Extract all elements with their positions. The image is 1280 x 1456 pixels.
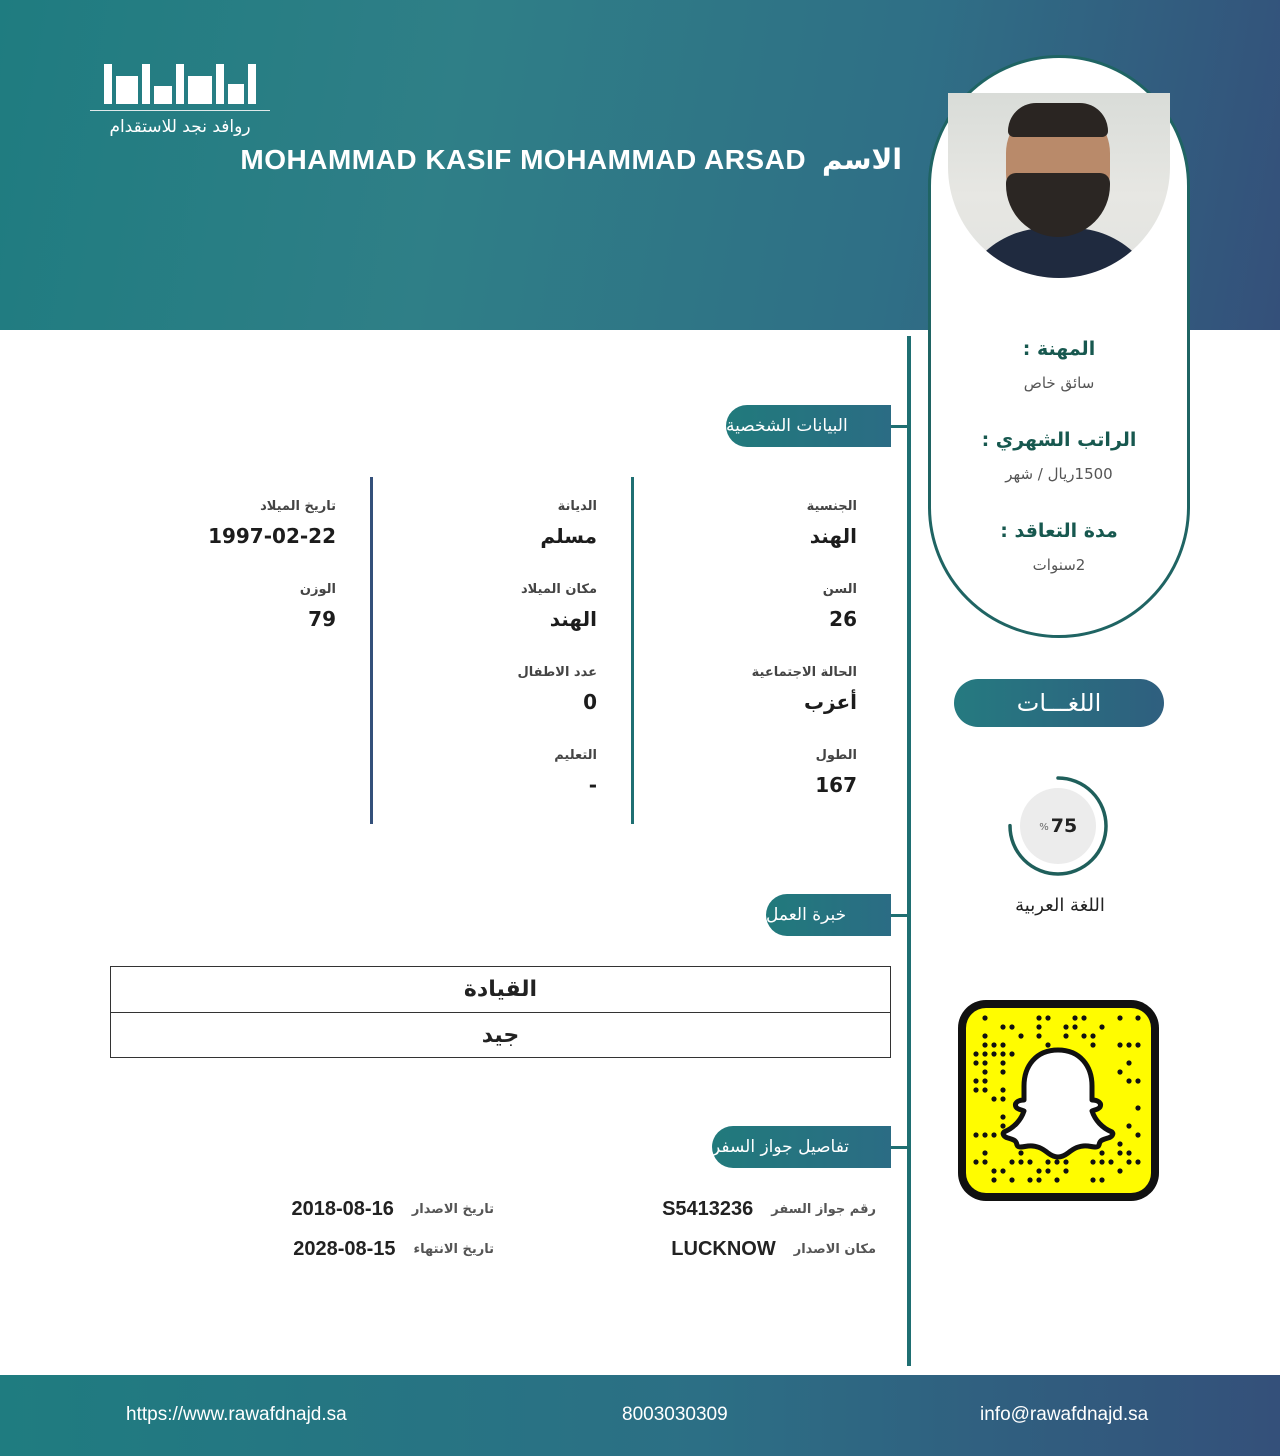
field-marital-status: الحالة الاجتماعية أعزب [751,665,857,714]
footer-email-link[interactable]: info@rawafdnajd.sa [980,1404,1149,1425]
contract-block [931,520,1187,574]
field-birthplace: مكان الميلاد الهند [520,582,597,631]
profession-label: المهنة : [1022,338,1096,360]
candidate-name: MOHAMMAD KASIF MOHAMMAD ARSAD [240,143,807,175]
snapcode[interactable] [958,1000,1159,1201]
field-nationality: الجنسية الهند [806,499,857,548]
logo-text: روافد نجد للاستقدام [109,117,251,137]
field-age: السن 26 [822,582,857,631]
section-personal: البيانات الشخصية [726,405,891,447]
profession-value: سائق خاص [1023,374,1095,392]
gauge-percent-sign: % [1039,822,1049,833]
language-name: اللغة العربية [1015,895,1105,916]
salary-value: 1500ريال / شهر [1005,465,1113,483]
passport-expiry-date: تاريخ الانتهاء 2028-08-15 [293,1238,494,1260]
footer-bar [0,1375,1280,1456]
field-children: عدد الاطفال 0 [517,665,597,714]
experience-level: جيد [111,1012,890,1057]
field-height: الطول 167 [815,748,857,797]
timeline-line [907,336,911,1366]
field-education: التعليم - [554,748,597,797]
salary-block [931,429,1187,483]
profession-block [931,338,1187,392]
company-logo [90,60,270,137]
passport-number: رقم جواز السفر S5413236 [662,1198,876,1220]
section-experience: خبرة العمل [766,894,891,936]
experience-table [110,966,891,1058]
field-weight: الوزن 79 [299,582,336,631]
arabic-level-gauge [1006,774,1110,878]
passport-issue-place: مكان الاصدار LUCKNOW [671,1238,876,1260]
contract-label: مدة التعاقد : [1000,520,1118,542]
candidate-photo [948,93,1170,278]
snapchat-ghost-icon [1003,1050,1113,1157]
logo-mark-icon [90,60,270,104]
gauge-percent: 75 [1050,815,1078,837]
footer-phone[interactable]: 8003030309 [622,1404,728,1425]
profile-card [928,55,1190,638]
section-languages: اللغـــات [954,679,1164,727]
name-label: الاسم [822,143,902,176]
footer-website-link[interactable]: https://www.rawafdnajd.sa [126,1404,347,1425]
contract-value: 2سنوات [1032,556,1086,574]
section-passport: تفاصيل جواز السفر [712,1126,891,1168]
passport-issue-date: تاريخ الاصدار 2018-08-16 [291,1198,494,1220]
candidate-name-row [240,143,902,176]
salary-label: الراتب الشهري : [981,429,1137,451]
field-birthdate: تاريخ الميلاد 1997-02-22 [208,499,336,548]
experience-skill: القيادة [463,977,538,1002]
field-religion: الديانة مسلم [540,499,597,548]
